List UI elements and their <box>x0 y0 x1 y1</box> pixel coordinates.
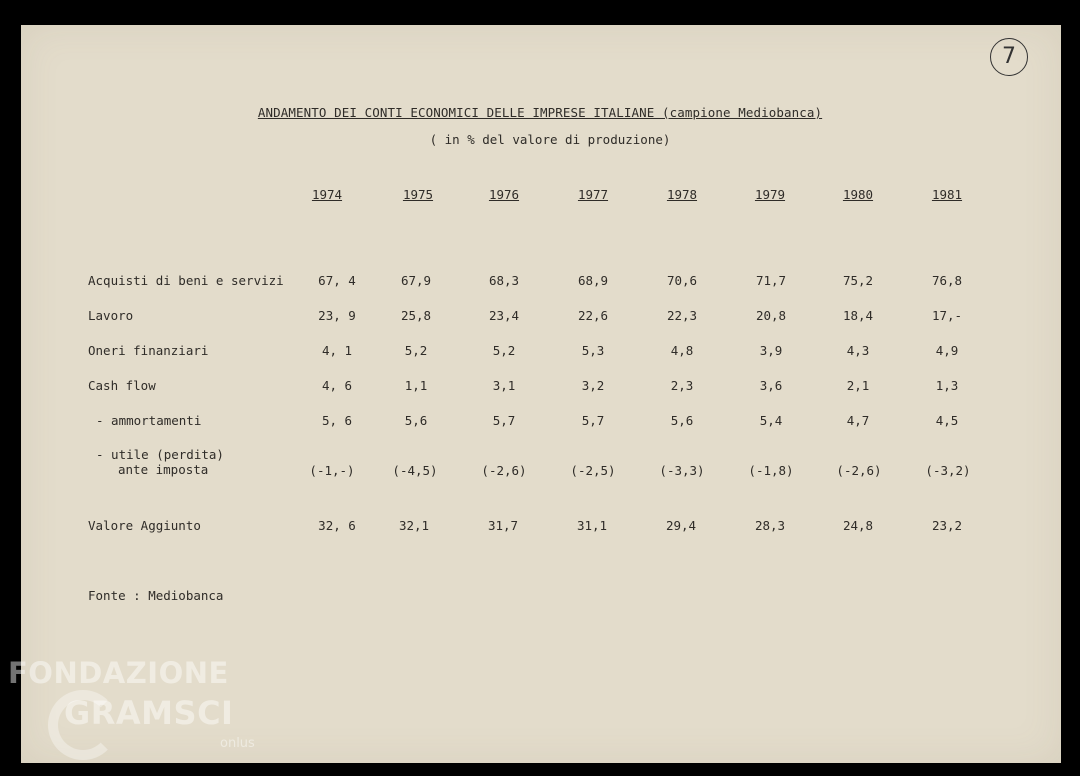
table-cell: 4,3 <box>846 343 870 358</box>
watermark-line1: FONDAZIONE <box>8 656 229 690</box>
table-cell: 22,3 <box>666 308 698 323</box>
year-header: 1975 <box>402 187 434 202</box>
table-cell: 5,2 <box>404 343 428 358</box>
year-header: 1976 <box>488 187 520 202</box>
table-cell: 18,4 <box>842 308 874 323</box>
table-cell: 5, 6 <box>321 413 353 428</box>
table-cell: 2,1 <box>846 378 870 393</box>
table-cell: 5,7 <box>492 413 516 428</box>
table-cell: 24,8 <box>842 518 874 533</box>
table-cell: 5,6 <box>670 413 694 428</box>
table-cell: (-2,5) <box>570 463 616 478</box>
table-cell: 71,7 <box>755 273 787 288</box>
table-cell: 5,6 <box>404 413 428 428</box>
table-cell: 25,8 <box>400 308 432 323</box>
watermark-line3: onlus <box>220 736 255 751</box>
row-label: Lavoro <box>88 308 134 323</box>
year-header: 1980 <box>842 187 874 202</box>
row-label: Acquisti di beni e servizi <box>88 273 284 288</box>
table-cell: 5,4 <box>759 413 783 428</box>
table-cell: 3,1 <box>492 378 516 393</box>
table-cell: 23,2 <box>931 518 963 533</box>
table-cell: 29,4 <box>665 518 697 533</box>
row-label <box>96 447 224 477</box>
table-cell: 32, 6 <box>318 518 356 533</box>
table-cell: 5,7 <box>581 413 605 428</box>
table-cell: 31,1 <box>576 518 608 533</box>
row-label: Cash flow <box>88 378 156 393</box>
table-cell: (-1,8) <box>748 463 794 478</box>
table-cell: 17,- <box>931 308 963 323</box>
table-cell: 32,1 <box>398 518 430 533</box>
table-cell: 4, 6 <box>321 378 353 393</box>
year-header: 1978 <box>666 187 698 202</box>
row-label-line2: ante imposta <box>118 462 209 477</box>
table-cell: 28,3 <box>754 518 786 533</box>
document-subtitle: ( in % del valore di produzione) <box>429 132 671 147</box>
table-cell: (-3,2) <box>925 463 971 478</box>
table-cell: 4,9 <box>935 343 959 358</box>
year-header: 1974 <box>311 187 343 202</box>
table-cell: (-2,6) <box>481 463 527 478</box>
row-label: Oneri finanziari <box>88 343 209 358</box>
table-cell: 76,8 <box>931 273 963 288</box>
document-title: ANDAMENTO DEI CONTI ECONOMICI DELLE IMPRESE ITALIANE (campione Mediobanca) <box>257 105 823 120</box>
table-cell: 23, 9 <box>318 308 356 323</box>
table-cell: 31,7 <box>487 518 519 533</box>
table-cell: 20,8 <box>755 308 787 323</box>
table-cell: 1,3 <box>935 378 959 393</box>
table-cell: 3,9 <box>759 343 783 358</box>
table-cell: 4,8 <box>670 343 694 358</box>
table-cell: 2,3 <box>670 378 694 393</box>
table-cell: 5,3 <box>581 343 605 358</box>
row-label: - ammortamenti <box>96 413 202 428</box>
table-cell: 4,5 <box>935 413 959 428</box>
table-cell: (-4,5) <box>392 463 438 478</box>
row-label-line1: - utile (perdita) <box>96 447 224 462</box>
year-header: 1977 <box>577 187 609 202</box>
table-cell: 5,2 <box>492 343 516 358</box>
table-cell: 23,4 <box>488 308 520 323</box>
year-header: 1979 <box>754 187 786 202</box>
table-cell: 70,6 <box>666 273 698 288</box>
table-cell: 67,9 <box>400 273 432 288</box>
watermark-line2: GRAMSCI <box>64 694 234 732</box>
table-cell: (-1,-) <box>309 463 355 478</box>
table-cell: (-2,6) <box>836 463 882 478</box>
table-cell: 3,2 <box>581 378 605 393</box>
page-number: 7 <box>990 38 1028 76</box>
table-cell: 22,6 <box>577 308 609 323</box>
table-cell: 67, 4 <box>318 273 356 288</box>
table-cell: (-3,3) <box>659 463 705 478</box>
year-header: 1981 <box>931 187 963 202</box>
table-cell: 4,7 <box>846 413 870 428</box>
table-cell: 3,6 <box>759 378 783 393</box>
table-cell: 1,1 <box>404 378 428 393</box>
table-cell: 68,3 <box>488 273 520 288</box>
source-note: Fonte : Mediobanca <box>88 588 224 603</box>
table-cell: 4, 1 <box>321 343 353 358</box>
table-cell: 68,9 <box>577 273 609 288</box>
table-cell: 75,2 <box>842 273 874 288</box>
row-label: Valore Aggiunto <box>88 518 201 533</box>
